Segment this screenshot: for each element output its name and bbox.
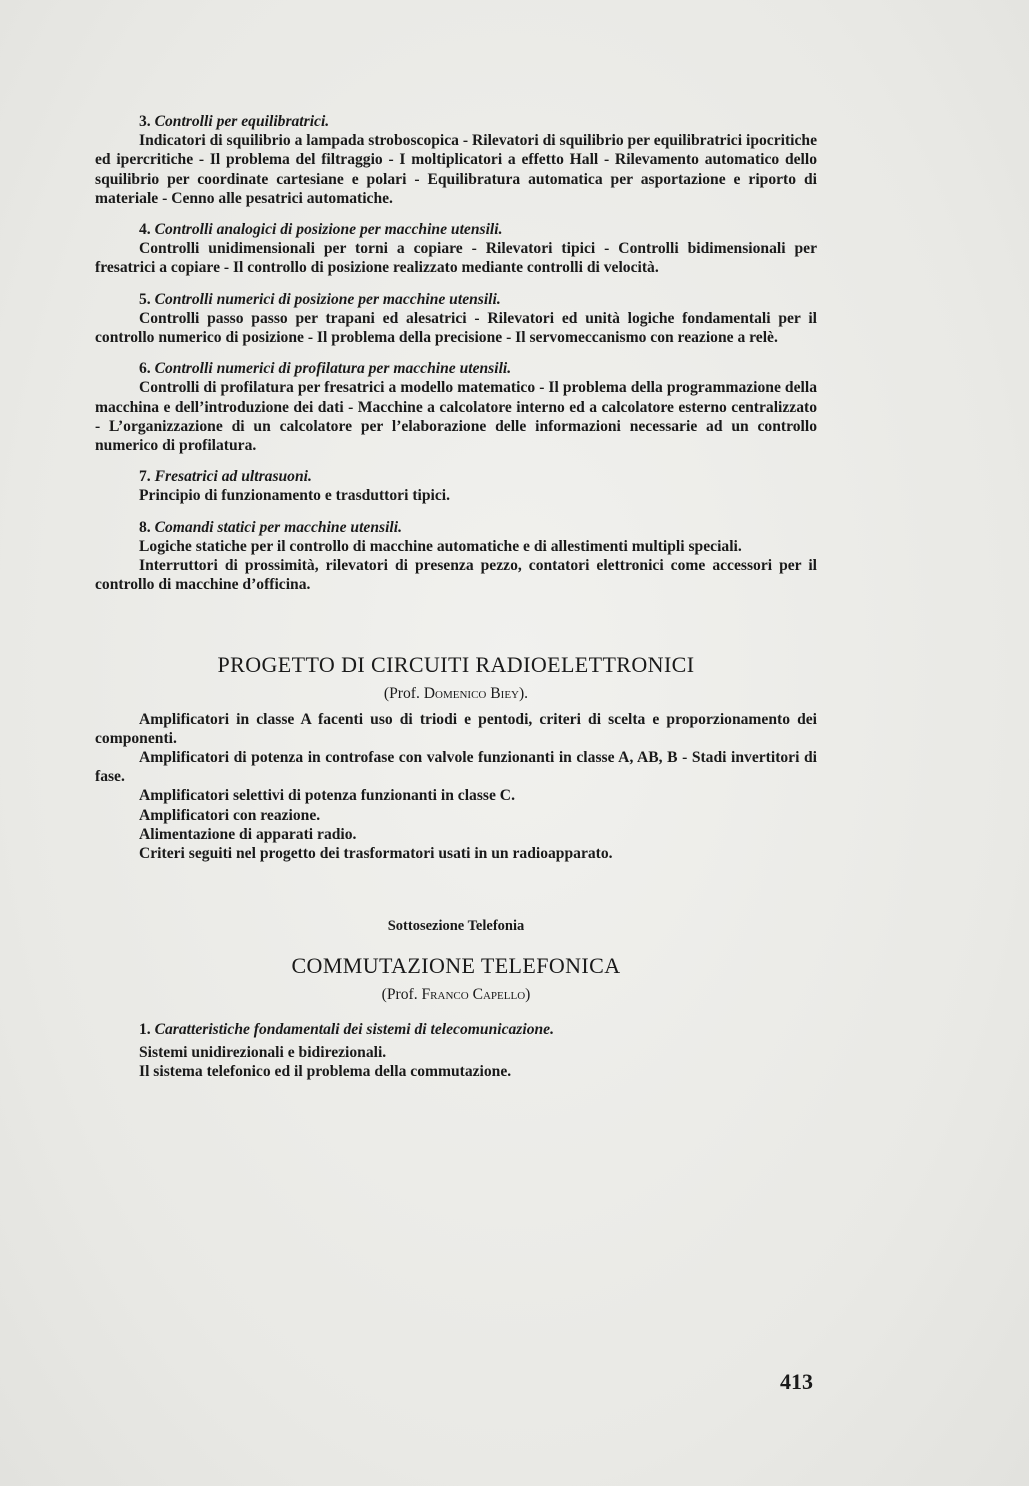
section-heading: [95, 518, 817, 537]
section-number: 4.: [139, 221, 151, 239]
program-line: Amplificatori di potenza in controfase con valvole funzionanti in classe A, AB, B - Stadi invertitori di fase.: [95, 749, 817, 786]
section-number: 3.: [139, 113, 151, 130]
course-professor: [95, 684, 817, 703]
section-body: Principio di funzionamento e trasduttori tipici.: [139, 487, 450, 505]
section-heading: [95, 220, 817, 239]
section-heading: [95, 112, 817, 131]
section-body: Logiche statiche per il controllo di macchine automatiche e di allestimenti multipli speciali.: [139, 537, 742, 555]
section-heading: [95, 467, 817, 486]
course-professor: [95, 985, 817, 1004]
section-title: Comandi statici per macchine utensili.: [154, 518, 402, 536]
section-number: 8.: [139, 518, 151, 536]
program-line: Criteri seguiti nel progetto dei trasformatori usati in un radioapparato.: [139, 845, 613, 863]
section-number: 6.: [139, 360, 151, 378]
section-heading: [95, 1020, 817, 1039]
course-title: PROGETTO DI CIRCUITI RADIOELETTRONICI: [217, 652, 695, 678]
program-line: Sistemi unidirezionali e bidirezionali.: [139, 1043, 387, 1061]
program-line: Amplificatori selettivi di potenza funzionanti in classe C.: [139, 787, 515, 805]
section-body: Interruttori di prossimità, rilevatori di presenza pezzo, contatori elettronici come accessori per il controllo di macchine d’officina.: [95, 557, 817, 594]
section-title: Controlli per equilibratrici.: [154, 113, 330, 130]
program-line: Amplificatori con reazione.: [139, 806, 321, 824]
prof-name: Franco Capello: [421, 985, 526, 1003]
section-title: Controlli analogici di posizione per macchine utensili.: [154, 221, 503, 239]
program-line: Alimentazione di apparati radio.: [139, 825, 357, 843]
section-number: 7.: [139, 468, 151, 486]
prof-prefix: (Prof.: [383, 685, 424, 703]
page-number: 413: [780, 1369, 813, 1394]
section-heading: [95, 290, 817, 309]
prof-suffix: ).: [518, 685, 529, 703]
course-program: [95, 710, 817, 864]
section-title: Controlli numerici di posizione per macchine utensili.: [154, 290, 501, 308]
section-body: Indicatori di squilibrio a lampada stroboscopica - Rilevatori di squilibrio per equilibratrici ipocritiche ed ipercritiche - Il problema del filtraggio - I moltiplicatori a effetto Hall - Rilevamento automatico dello squilibrio per coordinate cartesiane e polari - Equilibratura automatica per asportazione e riporto di materiale - Cenno alle pesatrici automatiche.: [95, 132, 817, 207]
text-column: [95, 112, 817, 1081]
subsection-heading: Sottosezione Telefonia: [387, 918, 525, 935]
program-line: Amplificatori in classe A facenti uso di triodi e pentodi, criteri di scelta e proporzionamento dei componenti.: [95, 710, 817, 747]
section-body: Controlli passo passo per trapani ed alesatrici - Rilevatori ed unità logiche fondamentali per il controllo numerico di posizione - Il problema della precisione - Il servomeccanismo con reazione a relè.: [95, 309, 817, 347]
section-title: Caratteristiche fondamentali dei sistemi di telecomunicazione.: [154, 1020, 554, 1038]
section-title: Fresatrici ad ultrasuoni.: [154, 468, 312, 486]
prof-prefix: (Prof.: [381, 985, 422, 1003]
section-title: Controlli numerici di profilatura per macchine utensili.: [154, 360, 512, 378]
course-title: COMMUTAZIONE TELEFONICA: [291, 952, 621, 978]
section-number: 1.: [139, 1020, 151, 1038]
section-body: Controlli unidimensionali per torni a copiare - Rilevatori tipici - Controlli bidimensionali per fresatrici a copiare - Il controllo di posizione realizzato mediante controlli di velocità.: [95, 240, 817, 277]
prof-suffix: ): [525, 985, 531, 1003]
prof-name: Domenico Biey: [423, 685, 519, 703]
section-heading: [95, 359, 817, 378]
section-number: 5.: [139, 290, 151, 308]
section-body: Controlli di profilatura per fresatrici a modello matematico - Il problema della programmazione della macchina e dell’introduzione dei dati - Macchine a calcolatore interno ed a calcolatore esterno centralizzato - L’organizzazione di un calcolatore per l’elaborazione delle informazioni necessarie ad un controllo numerico di profilatura.: [95, 379, 817, 455]
program-line: Il sistema telefonico ed il problema della commutazione.: [139, 1063, 512, 1081]
